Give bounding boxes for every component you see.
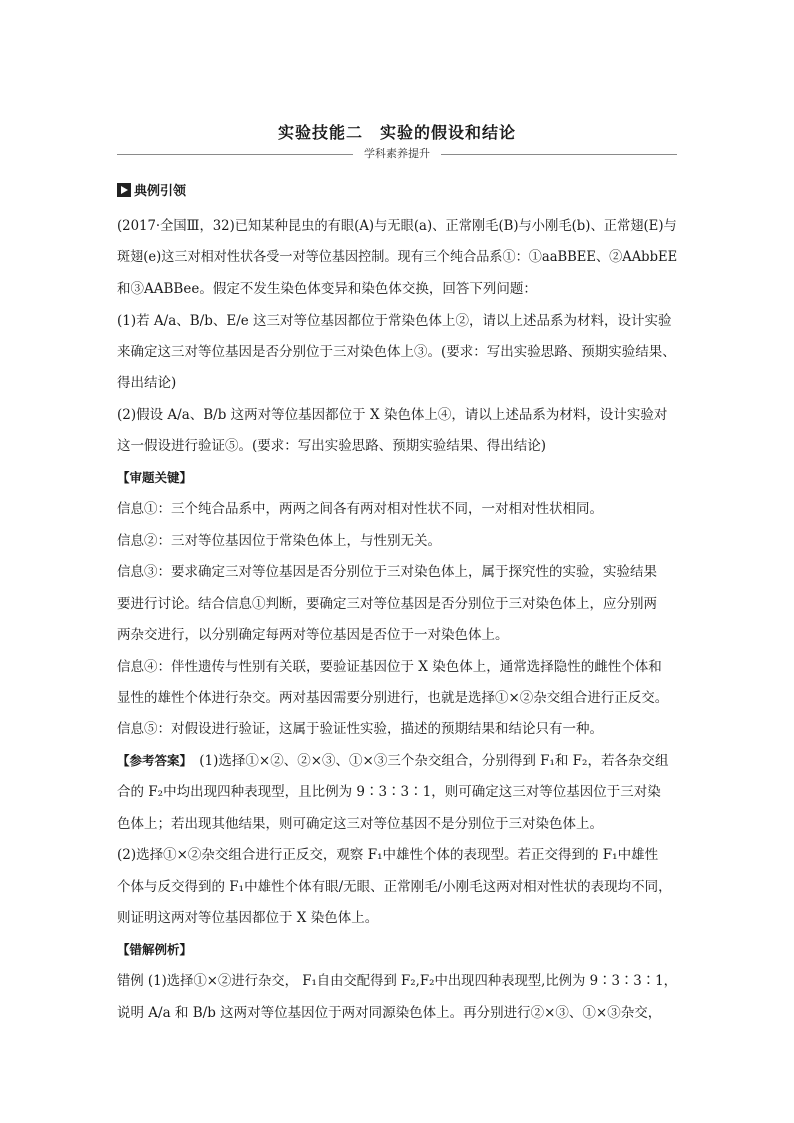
key-point-line: 两杂交进行，以分别确定每两对等位基因是否位于一对染色体上。 [117, 627, 509, 643]
question-line: 斑翅(e)这三对相对性状各受一对等位基因控制。现有三个纯合品系①：①aaBBEE、②AAbbEE [117, 249, 678, 265]
answer-line: (2)选择①×②杂交组合进行正反交，观察 F₁中雄性个体的表现型。若正交得到的 F₁中雄性 [117, 847, 659, 863]
error-line: 错例 (1)选择①×②进行杂交， F₁自由交配得到 F₂,F₂中出现四种表现型,比例为 9∶3∶3∶1， [117, 973, 677, 989]
question-line: (2017·全国Ⅲ，32)已知某种昆虫的有眼(A)与无眼(a)、正常刚毛(B)与小刚毛(b)、正常翅(E)与 [117, 218, 677, 234]
error-line: 说明 A/a 和 B/b 这两对等位基因位于两对同源染色体上。再分别进行②×③、①×③杂交， [117, 1005, 662, 1021]
play-triangle-icon [117, 183, 131, 197]
section-heading [117, 180, 186, 199]
answer-first-line [117, 751, 668, 771]
key-point-line: 信息③：要求确定三对等位基因是否分别位于三对染色体上，属于探究性的实验，实验结果 [117, 564, 657, 580]
question-line: 这一假设进行验证⑤。(要求：写出实验思路、预期实验结果、得出结论) [117, 438, 547, 454]
key-point-line: 信息①：三个纯合品系中，两两之间各有两对相对性状不同，一对相对性状相同。 [117, 501, 603, 517]
key-point-line: 信息④：伴性遗传与性别有关联，要验证基因位于 X 染色体上，通常选择隐性的雌性个体和 [117, 659, 662, 675]
key-point-line: 信息②：三对等位基因位于常染色体上，与性别无关。 [117, 533, 441, 549]
divider-line-right [441, 154, 677, 155]
answer-line: 则证明这两对等位基因都位于 X 染色体上。 [117, 910, 379, 926]
key-point-line: 显性的雄性个体进行杂交。两对基因需要分别进行，也就是选择①×②杂交组合进行正反交。 [117, 690, 669, 706]
key-point-line: 信息⑤：对假设进行验证，这属于验证性实验，描述的预期结果和结论只有一种。 [117, 721, 603, 737]
question-line: 来确定这三对等位基因是否分别位于三对染色体上③。(要求：写出实验思路、预期实验结果、 [117, 344, 676, 360]
answer-heading: 【参考答案】 [117, 753, 186, 768]
answer-line: (1)选择①×②、②×③、①×③三个杂交组合，分别得到 F₁和 F₂，若各杂交组 [185, 753, 669, 769]
page-title: 实验技能二 实验的假设和结论 [277, 123, 516, 142]
answer-line: 个体与反交得到的 F₁中雄性个体有眼/无眼、正常刚毛/小刚毛这两对相对性状的表现均不同， [117, 879, 672, 895]
subtitle-divider [117, 145, 677, 163]
error-analysis-heading: 【错解例析】 [117, 942, 193, 957]
key-point-line: 要进行讨论。结合信息①判断，要确定三对等位基因是否分别位于三对染色体上，应分别两 [117, 596, 657, 612]
answer-line: 合的 F₂中均出现四种表现型，且比例为 9∶3∶3∶1，则可确定这三对等位基因位于三对染 [117, 784, 661, 800]
answer-line: 色体上；若出现其他结果，则可确定这三对等位基因不是分别位于三对染色体上。 [117, 816, 603, 832]
section-heading-text: 典例引领 [134, 184, 187, 199]
key-points-heading: 【审题关键】 [117, 470, 193, 485]
divider-line-left [117, 154, 353, 155]
question-line: (1)若 A/a、B/b、E/e 这三对等位基因都位于常染色体上②，请以上述品系为材料，设计实验 [117, 313, 672, 329]
question-line: (2)假设 A/a、B/b 这两对等位基因都位于 X 染色体上④，请以上述品系为材料，设计实验对 [117, 407, 668, 423]
question-line: 得出结论) [117, 375, 177, 391]
subtitle: 学科素养提升 [364, 147, 430, 160]
question-line: 和③AABBee。假定不发生染色体变异和染色体交换，回答下列问题： [117, 281, 537, 297]
